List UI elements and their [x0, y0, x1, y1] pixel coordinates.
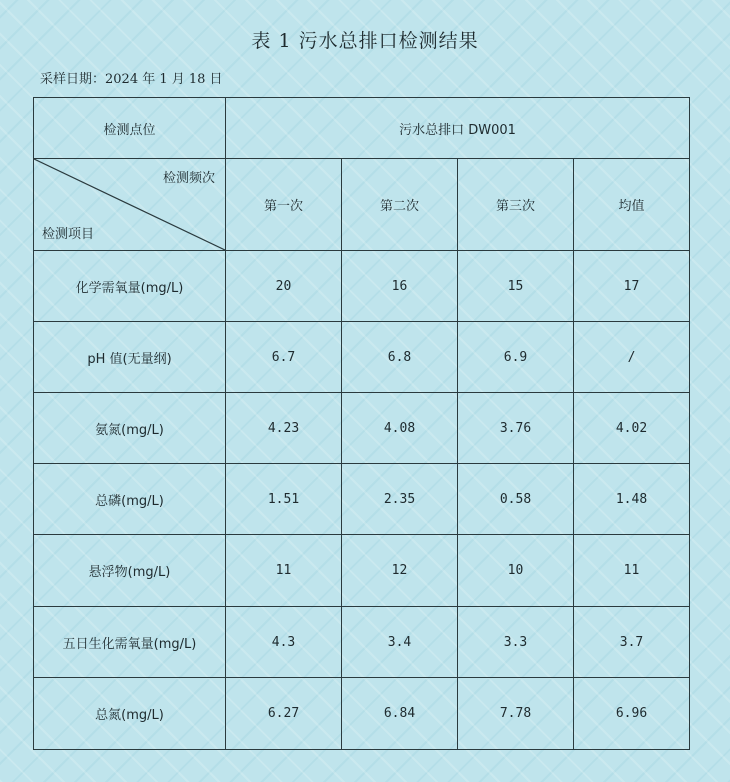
value-cell: 3.4 [342, 607, 458, 678]
column-header: 均值 [574, 159, 690, 251]
diagonal-header-cell [34, 159, 226, 251]
value-cell: 10 [458, 535, 574, 607]
value-cell: 17 [574, 251, 690, 322]
table-row [34, 678, 690, 750]
value-cell: 2.35 [342, 464, 458, 535]
value-cell: 6.84 [342, 678, 458, 750]
value-cell: / [574, 322, 690, 393]
row-label: 总磷(mg/L) [34, 464, 226, 535]
value-cell: 20 [226, 251, 342, 322]
results-table [33, 97, 690, 750]
value-cell: 11 [226, 535, 342, 607]
row-label: pH 值(无量纲) [34, 322, 226, 393]
value-cell: 15 [458, 251, 574, 322]
header-row-point [34, 98, 690, 159]
value-cell: 6.96 [574, 678, 690, 750]
row-label: 悬浮物(mg/L) [34, 535, 226, 607]
column-header: 第二次 [342, 159, 458, 251]
frequency-label: 检测频次 [162, 171, 215, 186]
value-cell: 6.9 [458, 322, 574, 393]
item-label: 检测项目 [42, 227, 95, 242]
row-label: 总氮(mg/L) [34, 678, 226, 750]
value-cell: 7.78 [458, 678, 574, 750]
table-row [34, 322, 690, 393]
table-row [34, 393, 690, 464]
value-cell: 3.7 [574, 607, 690, 678]
value-cell: 3.76 [458, 393, 574, 464]
row-label: 化学需氧量(mg/L) [34, 251, 226, 322]
value-cell: 3.3 [458, 607, 574, 678]
column-header: 第三次 [458, 159, 574, 251]
row-label: 氨氮(mg/L) [34, 393, 226, 464]
value-cell: 6.7 [226, 322, 342, 393]
value-cell: 6.8 [342, 322, 458, 393]
table-row [34, 535, 690, 607]
point-value-cell: 污水总排口 DW001 [226, 98, 690, 159]
table-row [34, 251, 690, 322]
value-cell: 1.48 [574, 464, 690, 535]
value-cell: 16 [342, 251, 458, 322]
sampling-date: 采样日期：2024 年 1 月 18 日 [40, 72, 223, 87]
value-cell: 11 [574, 535, 690, 607]
value-cell: 0.58 [458, 464, 574, 535]
value-cell: 4.02 [574, 393, 690, 464]
column-header: 第一次 [226, 159, 342, 251]
header-row-columns [34, 159, 690, 251]
row-label: 五日生化需氧量(mg/L) [34, 607, 226, 678]
value-cell: 12 [342, 535, 458, 607]
value-cell: 6.27 [226, 678, 342, 750]
table-row [34, 464, 690, 535]
point-label-cell: 检测点位 [34, 98, 226, 159]
value-cell: 1.51 [226, 464, 342, 535]
table-row [34, 607, 690, 678]
value-cell: 4.3 [226, 607, 342, 678]
value-cell: 4.08 [342, 393, 458, 464]
value-cell: 4.23 [226, 393, 342, 464]
document-title: 表 1 污水总排口检测结果 [251, 30, 479, 52]
